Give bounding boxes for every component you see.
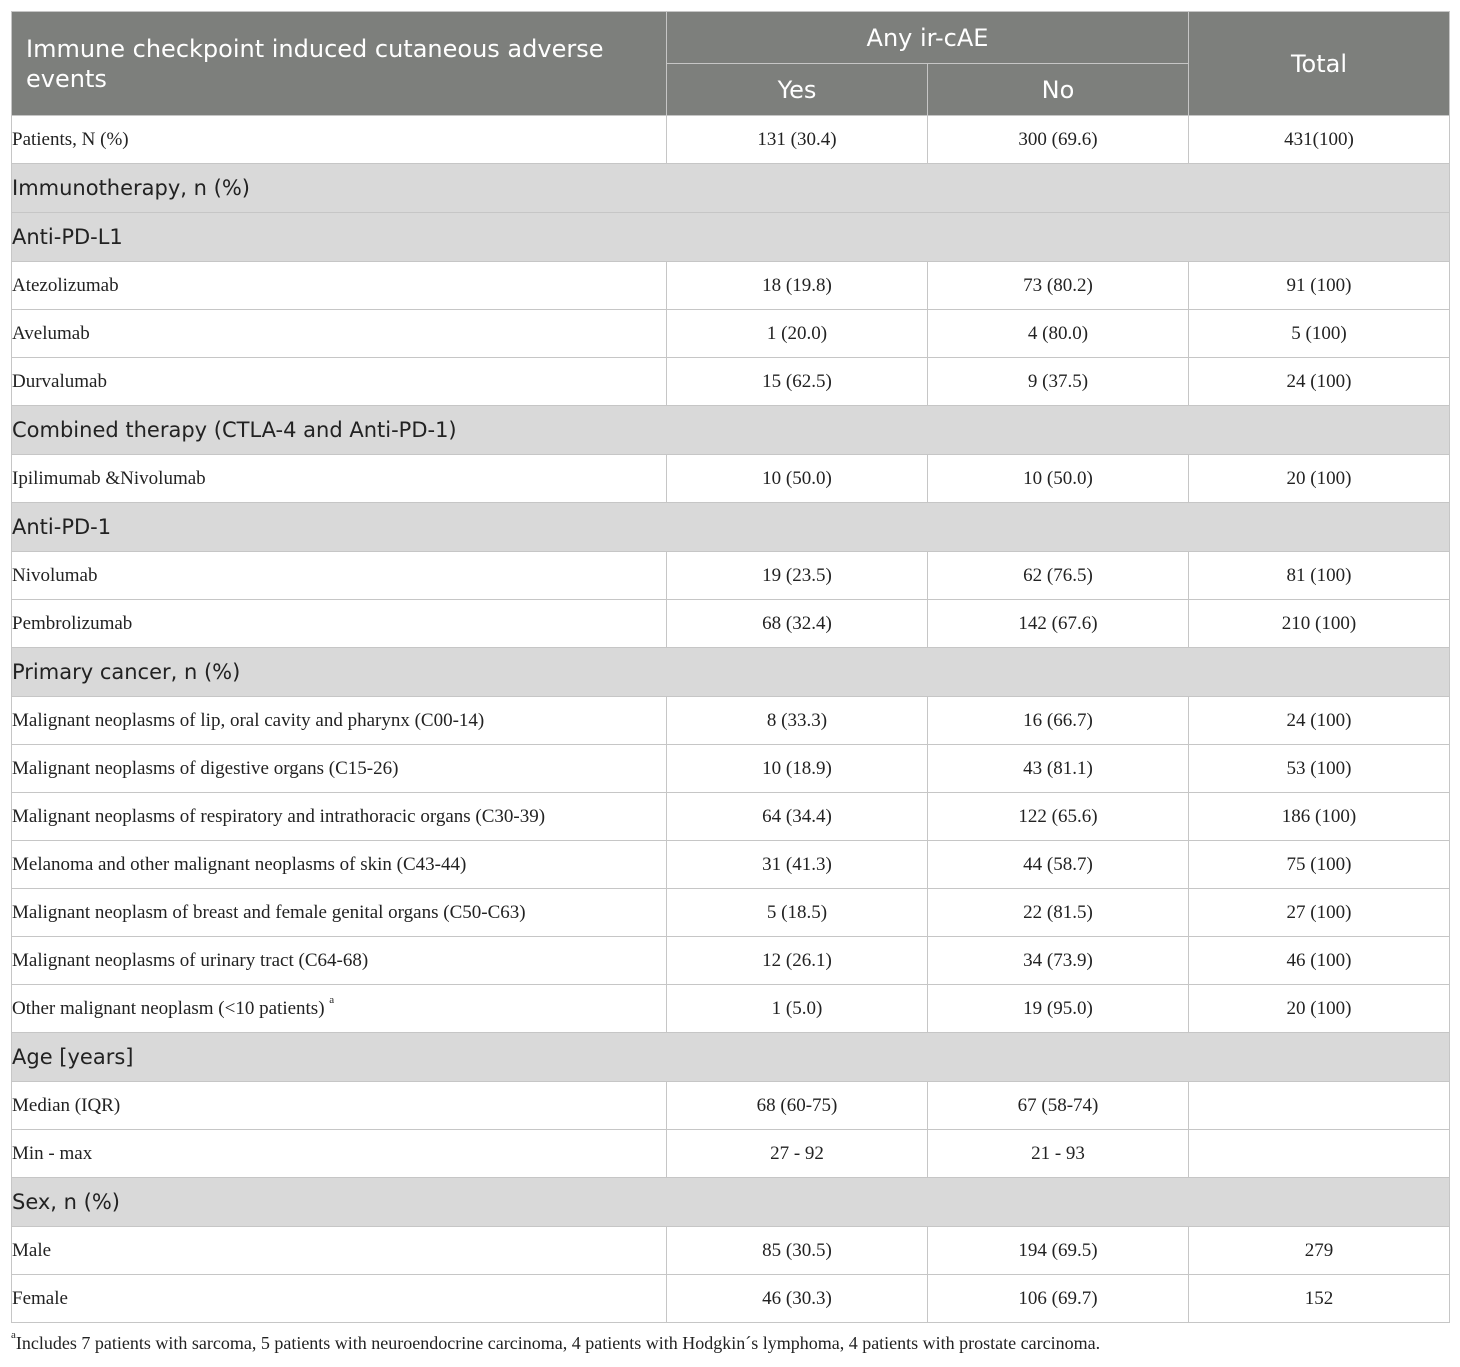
- row-label-cell: [12, 600, 667, 648]
- cell-no: 67 (58-74): [928, 1082, 1189, 1130]
- cell-yes: 18 (19.8): [667, 262, 928, 310]
- row-label-cell: [12, 745, 667, 793]
- row-label: Other malignant neoplasm (<10 patients): [12, 997, 325, 1019]
- cell-total: 279: [1189, 1227, 1450, 1275]
- row-label: Patients, N (%): [12, 128, 129, 150]
- row-label-cell: [12, 985, 667, 1033]
- cell-no: 194 (69.5): [928, 1227, 1189, 1275]
- cell-no: 300 (69.6): [928, 116, 1189, 164]
- row-label: Malignant neoplasms of urinary tract (C64-68): [12, 949, 369, 971]
- section-label: Combined therapy (CTLA-4 and Anti-PD-1): [12, 406, 1450, 455]
- row-label: Avelumab: [12, 322, 90, 344]
- cell-yes: 10 (50.0): [667, 455, 928, 503]
- table-row: [12, 937, 1450, 985]
- row-label-cell: [12, 937, 667, 985]
- cell-total: 5 (100): [1189, 310, 1450, 358]
- table-row: [12, 793, 1450, 841]
- cell-no: 106 (69.7): [928, 1275, 1189, 1323]
- table-row: [12, 262, 1450, 310]
- table-header: [12, 12, 1450, 116]
- cell-yes: 31 (41.3): [667, 841, 928, 889]
- cell-no: 122 (65.6): [928, 793, 1189, 841]
- cell-yes: 46 (30.3): [667, 1275, 928, 1323]
- section-label: Age [years]: [12, 1033, 1450, 1082]
- cell-total: 20 (100): [1189, 985, 1450, 1033]
- cell-total: 53 (100): [1189, 745, 1450, 793]
- cell-total: 81 (100): [1189, 552, 1450, 600]
- cell-no: 22 (81.5): [928, 889, 1189, 937]
- row-label: Durvalumab: [12, 370, 107, 392]
- cell-total: 186 (100): [1189, 793, 1450, 841]
- row-label-cell: [12, 793, 667, 841]
- header-no: No: [928, 64, 1189, 116]
- cell-no: 34 (73.9): [928, 937, 1189, 985]
- section-row: [12, 1033, 1450, 1082]
- table-row: [12, 745, 1450, 793]
- section-row: [12, 503, 1450, 552]
- row-label-cell: [12, 889, 667, 937]
- header-yes: Yes: [667, 64, 928, 116]
- row-label-cell: [12, 310, 667, 358]
- row-label: Ipilimumab &Nivolumab: [12, 467, 206, 489]
- row-label-cell: [12, 262, 667, 310]
- cell-total: 152: [1189, 1275, 1450, 1323]
- table-row: [12, 358, 1450, 406]
- table-row: [12, 552, 1450, 600]
- cell-no: 62 (76.5): [928, 552, 1189, 600]
- table-row: [12, 310, 1450, 358]
- table-row: [12, 697, 1450, 745]
- row-label: Median (IQR): [12, 1094, 121, 1116]
- cell-total: 46 (100): [1189, 937, 1450, 985]
- cell-no: 142 (67.6): [928, 600, 1189, 648]
- cell-total: 24 (100): [1189, 697, 1450, 745]
- table-row: [12, 1275, 1450, 1323]
- row-label-cell: [12, 1082, 667, 1130]
- row-label: Malignant neoplasms of respiratory and intrathoracic organs (C30-39): [12, 805, 546, 827]
- cell-yes: 12 (26.1): [667, 937, 928, 985]
- row-label-cell: [12, 1227, 667, 1275]
- cell-total: [1189, 1130, 1450, 1178]
- row-label-cell: [12, 552, 667, 600]
- cell-total: 210 (100): [1189, 600, 1450, 648]
- table-body: [12, 116, 1450, 1323]
- cell-yes: 19 (23.5): [667, 552, 928, 600]
- section-label: Primary cancer, n (%): [12, 648, 1450, 697]
- cell-yes: 5 (18.5): [667, 889, 928, 937]
- cell-yes: 8 (33.3): [667, 697, 928, 745]
- row-label: Nivolumab: [12, 564, 98, 586]
- row-label-cell: [12, 697, 667, 745]
- section-label: Sex, n (%): [12, 1178, 1450, 1227]
- cell-total: 27 (100): [1189, 889, 1450, 937]
- header-title: Immune checkpoint induced cutaneous adverse events: [12, 12, 667, 116]
- row-label: Pembrolizumab: [12, 612, 133, 634]
- cell-no: 21 - 93: [928, 1130, 1189, 1178]
- cell-yes: 85 (30.5): [667, 1227, 928, 1275]
- cell-yes: 131 (30.4): [667, 116, 928, 164]
- cell-total: 20 (100): [1189, 455, 1450, 503]
- row-label: Malignant neoplasm of breast and female genital organs (C50-C63): [12, 901, 526, 923]
- cell-yes: 15 (62.5): [667, 358, 928, 406]
- cell-total: 24 (100): [1189, 358, 1450, 406]
- table-row: [12, 985, 1450, 1033]
- table-row: [12, 600, 1450, 648]
- section-row: [12, 213, 1450, 262]
- table-row: [12, 841, 1450, 889]
- header-group-any-ir-cae: Any ir-cAE: [667, 12, 1189, 64]
- row-label: Female: [12, 1287, 68, 1309]
- row-label-cell: [12, 1275, 667, 1323]
- section-label: Anti-PD-L1: [12, 213, 1450, 262]
- table-row: [12, 889, 1450, 937]
- cell-no: 73 (80.2): [928, 262, 1189, 310]
- header-total: Total: [1189, 12, 1450, 116]
- cell-total: 75 (100): [1189, 841, 1450, 889]
- footnote-marker: a: [11, 1329, 16, 1341]
- row-label: Atezolizumab: [12, 274, 119, 296]
- cell-yes: 1 (5.0): [667, 985, 928, 1033]
- row-label-cell: [12, 358, 667, 406]
- section-label: Immunotherapy, n (%): [12, 164, 1450, 213]
- table-row: [12, 455, 1450, 503]
- row-label: Min - max: [12, 1142, 93, 1164]
- cell-no: 16 (66.7): [928, 697, 1189, 745]
- footnote: [11, 1329, 1101, 1354]
- cell-yes: 64 (34.4): [667, 793, 928, 841]
- section-label: Anti-PD-1: [12, 503, 1450, 552]
- cell-no: 9 (37.5): [928, 358, 1189, 406]
- cell-yes: 68 (32.4): [667, 600, 928, 648]
- section-row: [12, 164, 1450, 213]
- cell-no: 19 (95.0): [928, 985, 1189, 1033]
- table-row: [12, 116, 1450, 164]
- cell-no: 43 (81.1): [928, 745, 1189, 793]
- footnote-text: Includes 7 patients with sarcoma, 5 patients with neuroendocrine carcinoma, 4 patients with Hodgkin´s lymphoma, 4 patients with prostate carcinoma.: [15, 1333, 1101, 1353]
- row-label-cell: [12, 455, 667, 503]
- cell-total: 91 (100): [1189, 262, 1450, 310]
- section-row: [12, 1178, 1450, 1227]
- footnote-ref: a: [329, 993, 335, 1006]
- cell-no: 4 (80.0): [928, 310, 1189, 358]
- row-label: Male: [12, 1239, 52, 1261]
- row-label: Malignant neoplasms of digestive organs (C15-26): [12, 757, 399, 779]
- results-table: [11, 11, 1450, 1323]
- table-row: [12, 1227, 1450, 1275]
- cell-total: [1189, 1082, 1450, 1130]
- section-row: [12, 406, 1450, 455]
- cell-yes: 10 (18.9): [667, 745, 928, 793]
- row-label: Melanoma and other malignant neoplasms of skin (C43-44): [12, 853, 467, 875]
- table-row: [12, 1130, 1450, 1178]
- cell-no: 44 (58.7): [928, 841, 1189, 889]
- cell-yes: 68 (60-75): [667, 1082, 928, 1130]
- row-label: Malignant neoplasms of lip, oral cavity and pharynx (C00-14): [12, 709, 485, 731]
- row-label-cell: [12, 1130, 667, 1178]
- section-row: [12, 648, 1450, 697]
- cell-yes: 1 (20.0): [667, 310, 928, 358]
- row-label-cell: [12, 841, 667, 889]
- cell-no: 10 (50.0): [928, 455, 1189, 503]
- cell-yes: 27 - 92: [667, 1130, 928, 1178]
- row-label-cell: [12, 116, 667, 164]
- cell-total: 431(100): [1189, 116, 1450, 164]
- table-row: [12, 1082, 1450, 1130]
